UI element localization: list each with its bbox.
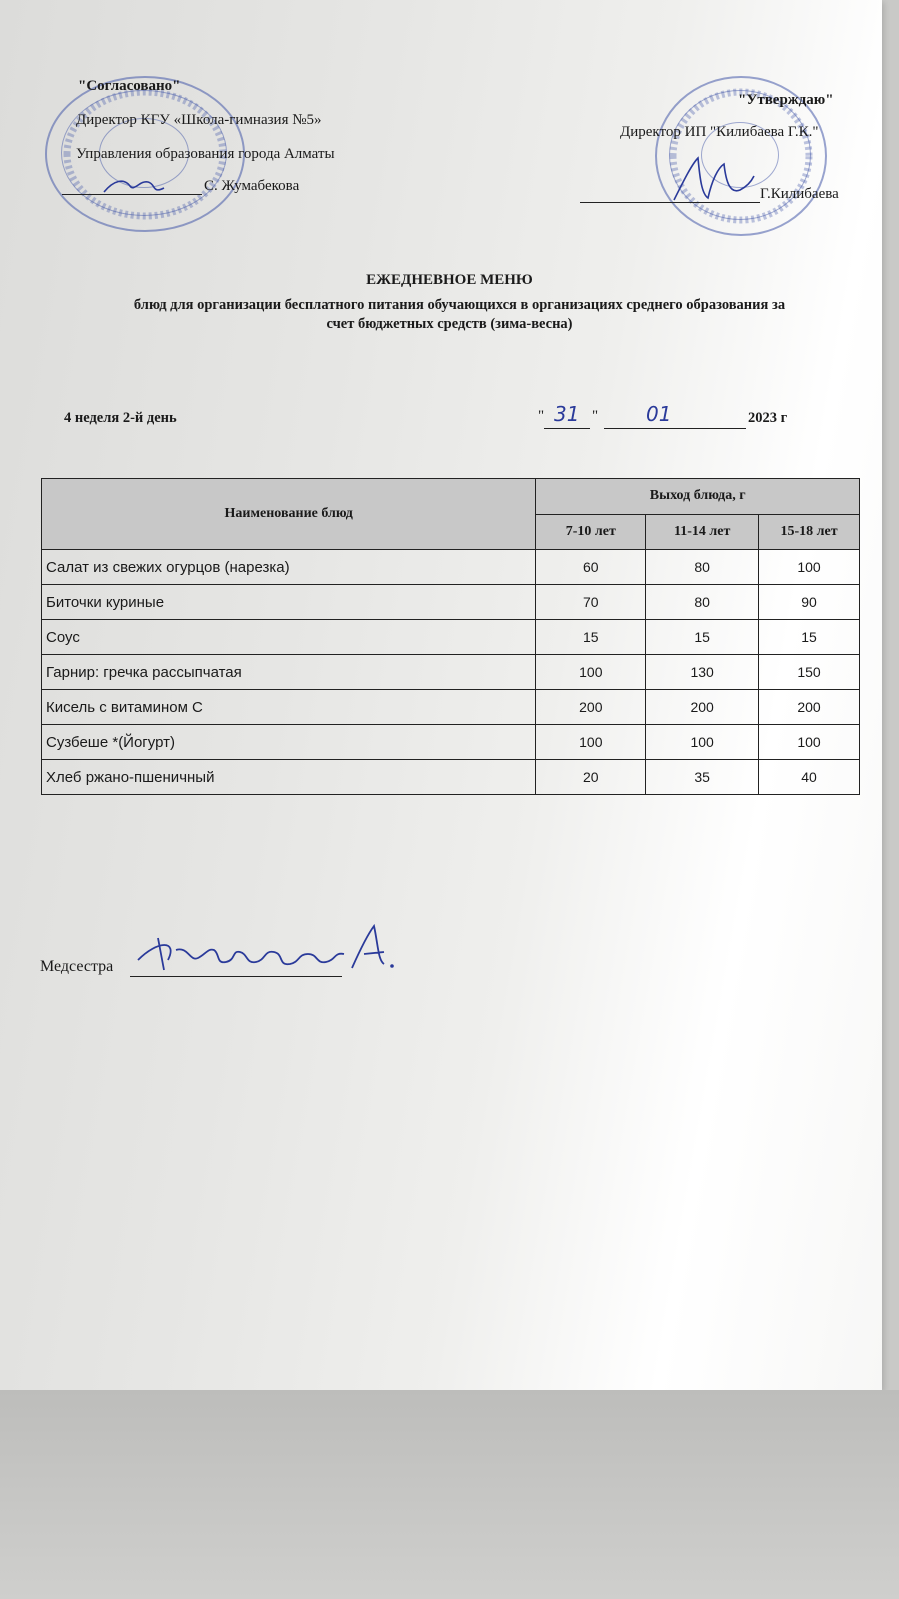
yield-value: 100 [646, 725, 759, 760]
yield-value: 150 [759, 655, 860, 690]
agreed-department-line: Управления образования города Алматы [76, 146, 335, 162]
yield-value: 15 [646, 620, 759, 655]
document-subtitle-line1: блюд для организации бесплатного питания обучающихся в организациях среднего образования за [133, 297, 786, 313]
yield-value: 35 [646, 760, 759, 795]
yield-value: 100 [536, 655, 646, 690]
date-open-quote: " [538, 408, 545, 424]
dish-name: Биточки куриные [42, 585, 536, 620]
table-row [42, 550, 860, 585]
agreed-signer-name: С. Жумабекова [204, 178, 300, 194]
approved-signature [668, 150, 758, 210]
dish-name: Гарнир: гречка рассыпчатая [42, 655, 536, 690]
dish-name: Соус [42, 620, 536, 655]
yield-value: 100 [536, 725, 646, 760]
date-close-quote: " [592, 408, 599, 424]
date-day-underline [544, 428, 590, 429]
approved-signer-name: Г.Килибаева [760, 186, 839, 202]
yield-value: 15 [759, 620, 860, 655]
table-row [42, 620, 860, 655]
date-year: 2023 г [748, 410, 788, 426]
yield-value: 130 [646, 655, 759, 690]
dish-name: Кисель с витамином С [42, 690, 536, 725]
dish-name: Сузбеше *(Йогурт) [42, 725, 536, 760]
table-row [42, 760, 860, 795]
yield-value: 100 [759, 550, 860, 585]
agreed-signature [100, 170, 170, 200]
table-header-row [42, 479, 860, 515]
age-group-header: 15-18 лет [759, 514, 860, 550]
date-month: 01 [646, 402, 672, 426]
yield-value: 20 [536, 760, 646, 795]
yield-value: 80 [646, 585, 759, 620]
table-row [42, 725, 860, 760]
nurse-signature [128, 920, 408, 980]
yield-value: 15 [536, 620, 646, 655]
yield-value: 70 [536, 585, 646, 620]
nurse-label: Медсестра [40, 958, 114, 975]
agreed-director-line: Директор КГУ «Школа-гимназия №5» [76, 112, 322, 128]
approved-director-line: Директор ИП "Килибаева Г.К." [620, 124, 819, 140]
table-row [42, 690, 860, 725]
yield-value: 60 [536, 550, 646, 585]
age-group-header: 7-10 лет [536, 514, 646, 550]
document-title: ЕЖЕДНЕВНОЕ МЕНЮ [366, 272, 533, 288]
date-month-underline [604, 428, 746, 429]
document-subtitle-line2: счет бюджетных средств (зима-весна) [326, 316, 573, 332]
dish-name-header: Наименование блюд [42, 479, 536, 550]
date-day: 31 [554, 402, 580, 426]
table-row [42, 655, 860, 690]
week-day-label: 4 неделя 2-й день [64, 410, 177, 426]
yield-value: 200 [759, 690, 860, 725]
table-row [42, 585, 860, 620]
approved-heading: "Утверждаю" [738, 92, 834, 108]
age-group-header: 11-14 лет [646, 514, 759, 550]
yield-value: 200 [646, 690, 759, 725]
menu-table [41, 478, 860, 795]
agreed-heading: "Согласовано" [78, 78, 181, 94]
yield-header: Выход блюда, г [536, 479, 860, 515]
dish-name: Салат из свежих огурцов (нарезка) [42, 550, 536, 585]
dish-name: Хлеб ржано-пшеничный [42, 760, 536, 795]
background-surface [0, 1390, 899, 1599]
yield-value: 100 [759, 725, 860, 760]
yield-value: 90 [759, 585, 860, 620]
yield-value: 200 [536, 690, 646, 725]
yield-value: 80 [646, 550, 759, 585]
yield-value: 40 [759, 760, 860, 795]
